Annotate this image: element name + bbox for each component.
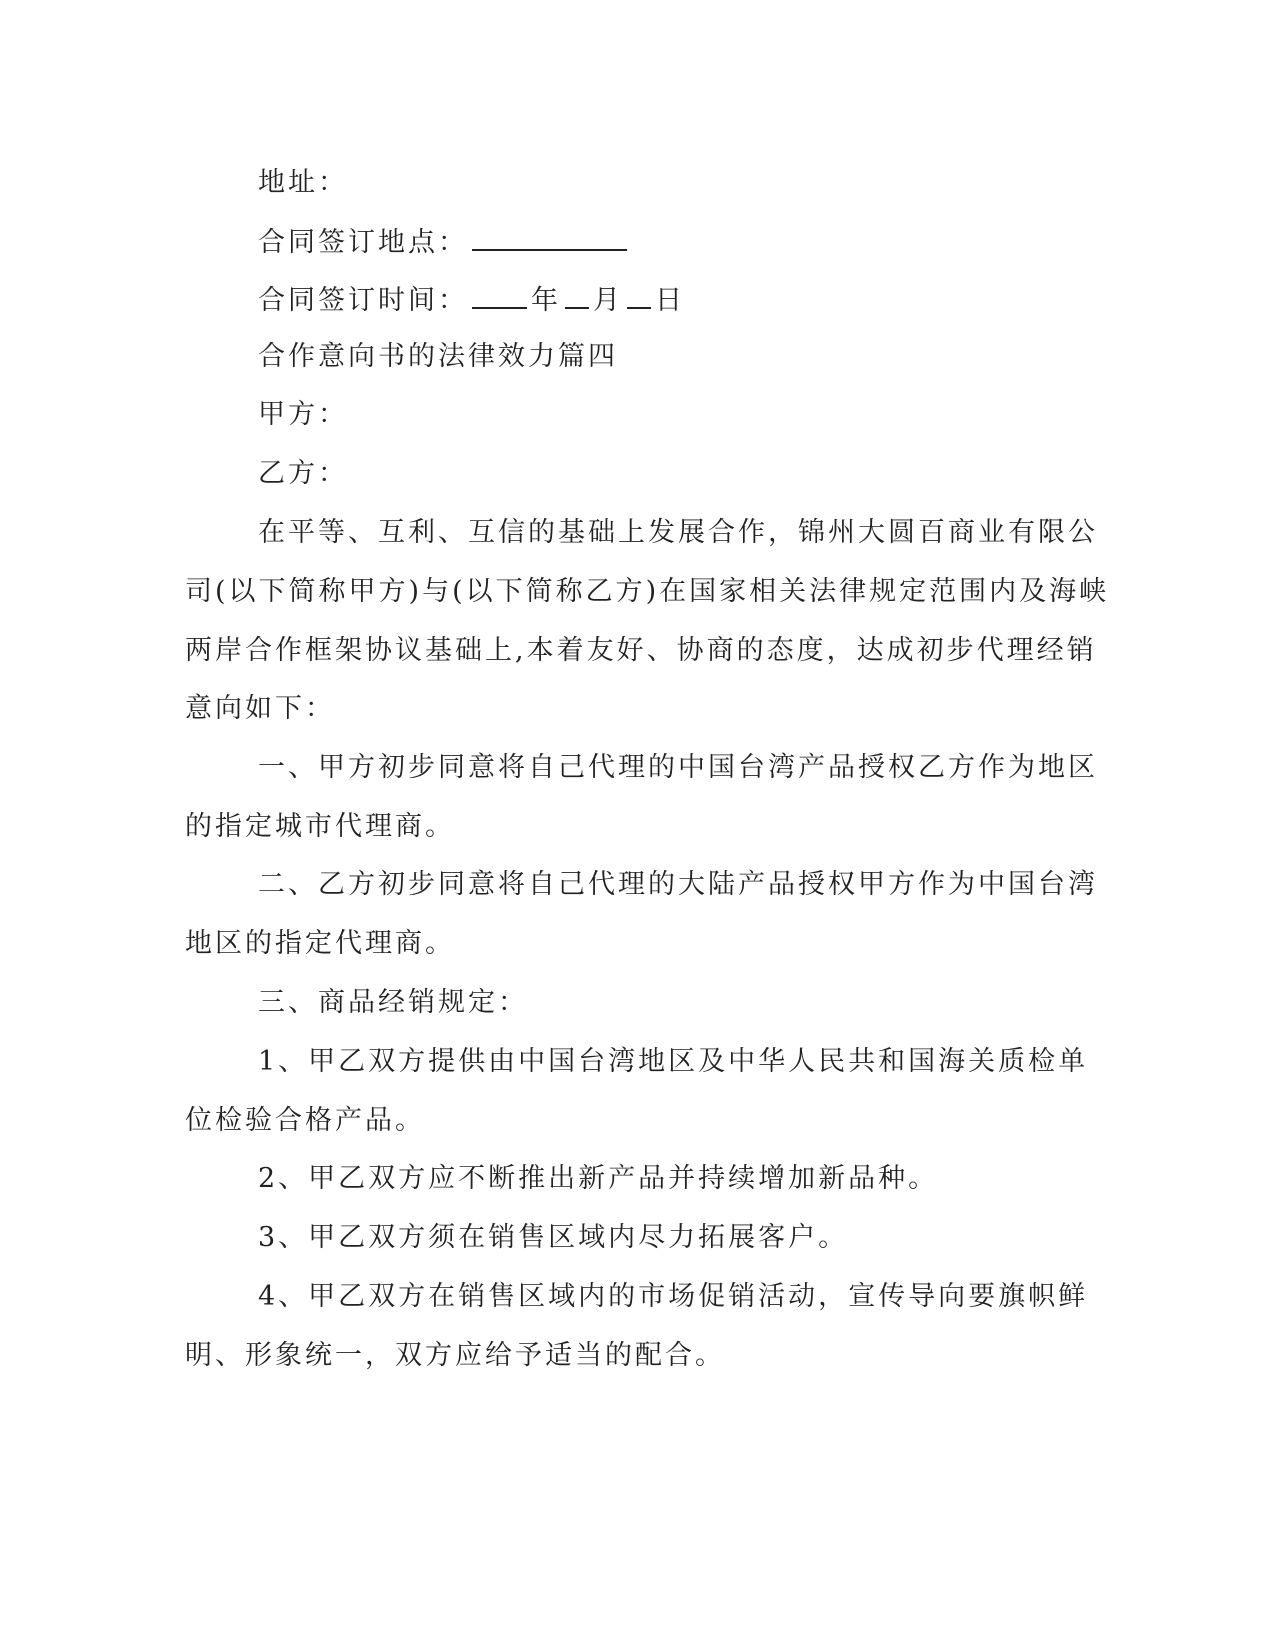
month-label: 月 xyxy=(593,285,623,316)
intro-line-1: 在平等、互利、互信的基础上发展合作，锦州大圆百商业有限公 xyxy=(258,517,1098,548)
clause-3-title: 三、商品经销规定： xyxy=(258,987,528,1018)
intro-line-3: 两岸合作框架协议基础上,本着友好、协商的态度，达成初步代理经销 xyxy=(185,635,1097,666)
section-title: 合作意向书的法律效力篇四 xyxy=(258,341,618,372)
address-label: 地址： xyxy=(258,167,348,198)
item-3: 3、甲乙双方须在销售区域内尽力拓展客户。 xyxy=(258,1222,849,1253)
party-b-label: 乙方： xyxy=(258,458,348,489)
sign-place-blank xyxy=(472,223,627,251)
clause-1-line-2: 的指定城市代理商。 xyxy=(185,811,455,842)
year-label: 年 xyxy=(531,285,561,316)
party-a-label: 甲方： xyxy=(258,399,348,430)
year-blank xyxy=(472,281,527,309)
clause-2-line-1: 二、乙方初步同意将自己代理的大陆产品授权甲方作为中国台湾 xyxy=(258,869,1098,900)
item-1-line-2: 位检验合格产品。 xyxy=(185,1105,425,1136)
item-4-line-2: 明、形象统一，双方应给予适当的配合。 xyxy=(185,1340,725,1371)
month-blank xyxy=(565,281,589,309)
item-2: 2、甲乙双方应不断推出新产品并持续增加新品种。 xyxy=(258,1163,939,1194)
item-1-line-1: 1、甲乙双方提供由中国台湾地区及中华人民共和国海关质检单 xyxy=(258,1046,1089,1077)
sign-time-label: 合同签订时间： xyxy=(258,285,468,316)
item-4-line-1: 4、甲乙双方在销售区域内的市场促销活动，宣传导向要旗帜鲜 xyxy=(258,1281,1089,1312)
clause-1-line-1: 一、甲方初步同意将自己代理的中国台湾产品授权乙方作为地区 xyxy=(258,752,1098,783)
sign-place-line xyxy=(258,223,631,261)
sign-time-line xyxy=(258,281,685,319)
day-label: 日 xyxy=(655,285,685,316)
clause-2-line-2: 地区的指定代理商。 xyxy=(185,928,455,959)
intro-line-2: 司(以下简称甲方)与(以下简称乙方)在国家相关法律规定范围内及海峡 xyxy=(185,576,1110,607)
day-blank xyxy=(627,281,651,309)
intro-line-4: 意向如下： xyxy=(185,693,335,724)
sign-place-label: 合同签订地点： xyxy=(258,227,468,258)
